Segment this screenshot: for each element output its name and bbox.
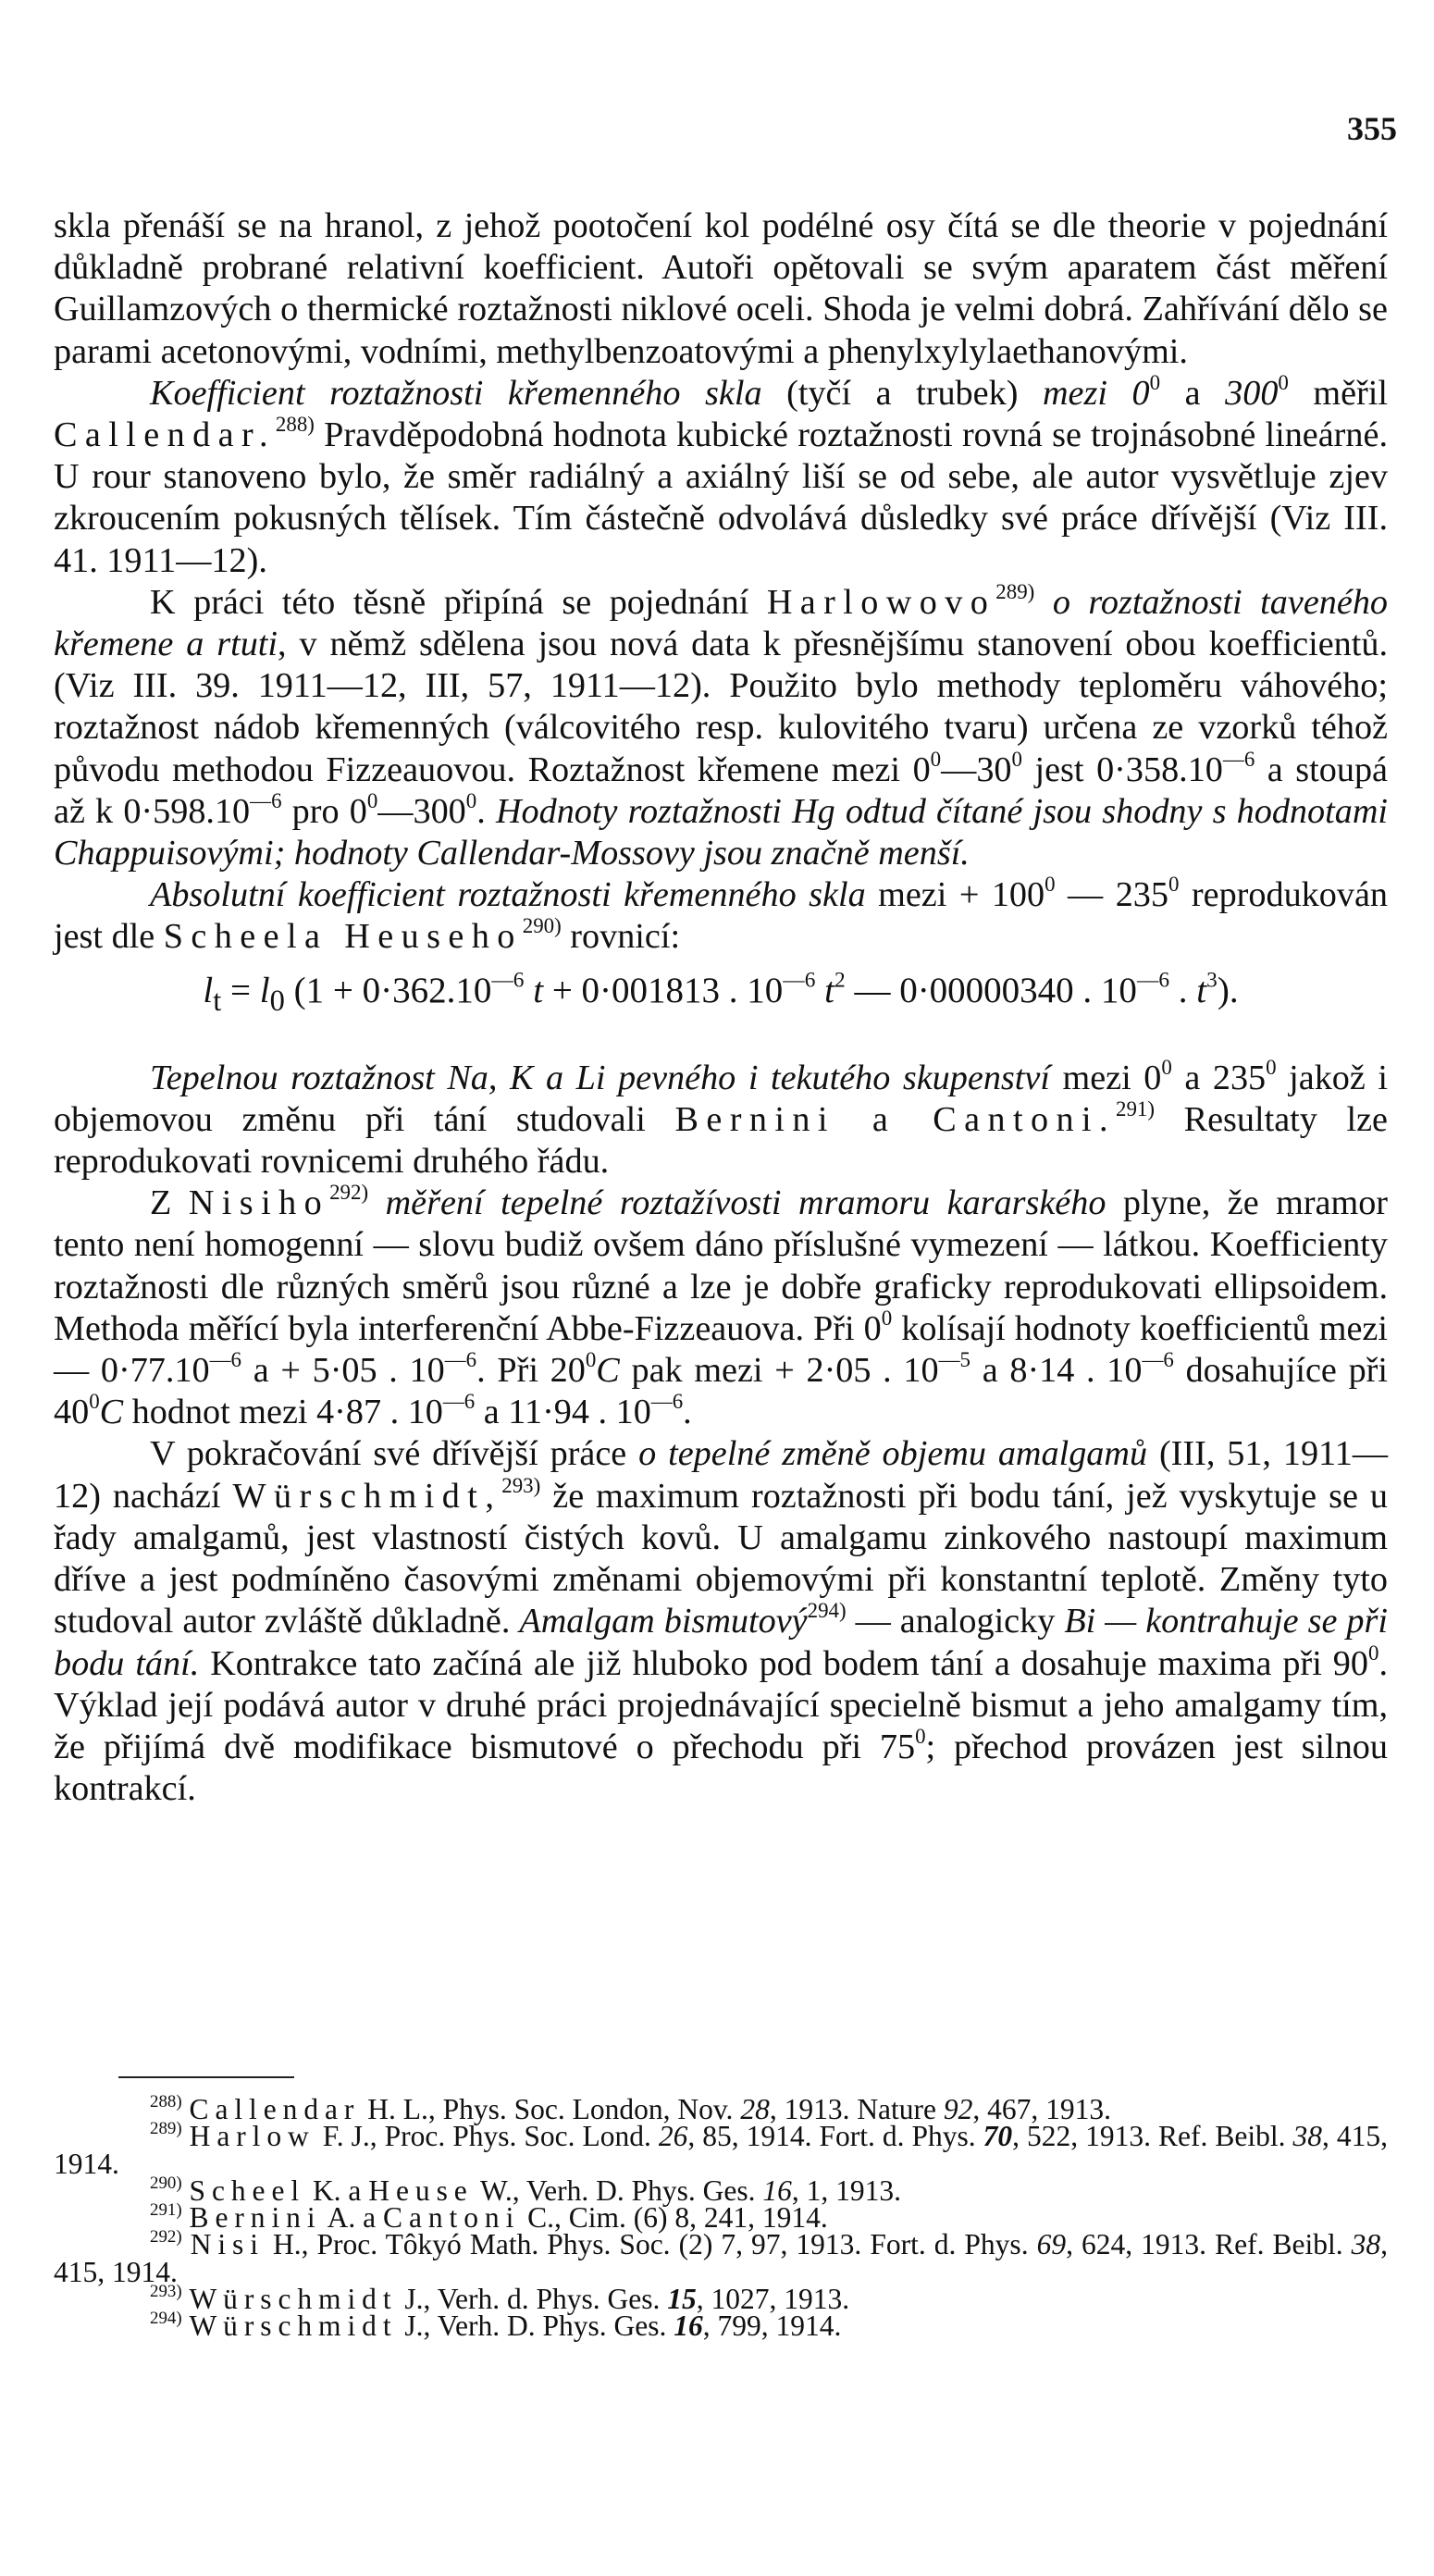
text-run [182,2228,191,2260]
text-run [182,2120,190,2152]
text-run: 288) [275,412,315,436]
text-run: a + 5·05 . 10 [241,1351,445,1391]
text-run: Hodnoty roztažnosti Hg odtud čítané jsou shodny s hodnotami Chappuisovými; hodnoty Callendar-Mossovy jsou značně menší. [54,791,1389,873]
text-run: a 235 [1171,1058,1267,1097]
text-run: , 467, 1913. [972,2093,1112,2125]
text-run: o roztažnosti taveného křemene a rtuti [54,582,1389,664]
paragraph [54,370,1389,582]
text-run: Tepelnou roztažnost Na, K a Li pevného i tekutého skupenství [150,1058,1050,1097]
text-run: 16 [674,2310,703,2343]
text-run: 293) [501,1473,541,1497]
text-run [368,1183,385,1222]
text-run: Bernini a Cantoni. [674,1099,1116,1139]
main-text [54,205,1388,1810]
text-run: Würschmidt [189,2310,398,2343]
text-run: jest 0·358.10 [1021,749,1223,789]
text-run: —6 [1136,968,1170,993]
text-run: 0 [1011,747,1022,771]
text-run: měřil [1288,373,1389,413]
text-run: 38 [1292,2120,1322,2153]
text-run: —300 [377,791,466,831]
text-run: —6 [250,788,282,812]
text-run: 288) [150,2091,182,2112]
text-run: 0 [366,788,378,812]
text-run: 28 [740,2093,770,2125]
text-run: , 522, 1913. Ref. Beibl. [1012,2120,1293,2153]
text-run: 0 [1368,1641,1379,1665]
text-run: W., Verh. D. Phys. Ges. [473,2174,763,2207]
text-run: , 624, 1913. Ref. Beibl. [1066,2228,1352,2261]
text-run: měření tepelné roztažívosti mramoru kararského [385,1183,1106,1223]
text-run: , 1027, 1913. [696,2283,850,2316]
text-run: K práci této těsně připíná se pojednání [150,582,767,622]
text-run: 2 [834,968,846,993]
text-run: skla přenáší se na hranol, z jehož pootočení kol podélné osy čítá se dle theorie v pojednání důkladně probrané relativní koefficient. Autoři opětovali se svým aparatem část měření Guillamzových o thermické roztažnosti niklové oceli. Shoda je velmi dobrá. Zahřívání dělo se parami acetonovými, vodními, methylbenzoatovými a phenylxylylaethanovými. [54,206,1388,371]
text-run: Nisiho [188,1183,330,1223]
text-run: — 235 [1055,875,1168,915]
text-run: , 1913. Nature [769,2093,944,2125]
text-run: mezi + 100 [865,875,1045,915]
text-run: . [1169,970,1197,1010]
text-run: C., Cim. (6) 8, 241, 1914. [520,2201,828,2235]
text-run: —6 [444,1348,477,1372]
text-run: 0 [1149,370,1161,394]
text-run: ). [1217,970,1239,1010]
text-run: , v němž sdělena jsou nová data k přesnějšímu stanovení obou koefficientů. (Viz III. 39. 1911—12, III, 57, 1911—12). Použito bylo methody teploměru váhového; roztažnost nádob křemenných (válcovitého resp. kulovitého tvaru) určena ze vzorků téhož původu methodou Fizzeauovou. Roztažnost křemene mezi 0 [54,625,1388,789]
text-run: t [213,984,222,1018]
footnote [54,2227,1389,2288]
text-run: o tepelné změně objemu amalgamů [638,1434,1148,1474]
text-run: 0 [89,1390,100,1414]
text-run: že maximum roztažnosti při bodu tání, jež vyskytuje se u řady amalgamů, jest vlastností čistých kovů. U amalgamu zinkového nastoupí maximum dříve a jest podmíněno časovými změnami objemovými při konstantní teplotě. Změny tyto studoval autor zvláště důkladně. [54,1476,1389,1641]
text-run: K. a [305,2174,369,2207]
text-run: 0 [1045,873,1056,897]
text-run: —30 [941,749,1012,789]
text-run: a 8·14 . 10 [970,1351,1143,1391]
text-run: . Výklad její podává autor v druhé práci projednávající specielně bismut a jeho amalgamy tím, že přijímá dvě modifikace bismutové o přechodu při 75 [54,1643,1388,1766]
text-run: hodnot mezi 4·87 . 10 [123,1393,443,1432]
text-run: 38 [1351,2228,1381,2261]
text-run: Kontrakce tato začíná ale již hluboko pod bodem tání a dosahuje maxima při 90 [199,1643,1368,1683]
text-run: 291) [1115,1096,1155,1121]
text-run: Harlow [189,2120,315,2153]
text-run: 0 [1161,1055,1172,1079]
text-run: —6 [650,1390,684,1414]
text-run: jakož i objemovou změnu při tání studovali [54,1058,1388,1139]
text-run: Scheel [189,2174,306,2207]
paragraph [54,579,1389,874]
text-run: , 799, 1914. [702,2310,842,2343]
text-run: Bernini [189,2201,322,2235]
text-run: Bi — kontrahuje se při bodu tání. [54,1602,1388,1683]
text-run: 289) [995,579,1035,603]
text-run: , 85, 1914. Fort. d. Phys. [687,2120,983,2153]
text-run: Würschmidt, [232,1476,502,1516]
text-run: H. L., Phys. Soc. London, Nov. [360,2093,741,2125]
text-run: (tyčí a trubek) [761,373,1043,413]
text-run: 0 [881,1306,893,1330]
text-run: 3 [1206,968,1218,993]
text-run: Pravděpodobná hodnota kubické roztažnosti rovná se trojnásobné lineárné. U rour stanoveno bylo, že směr radiálný a axiálný liší se od sebe, ale autor vysvětluje zjev zkroucením pokusných tělísek. Tím částečně odvolává důsledky své práce dřívější (Viz III. 41. 1911—12). [54,415,1388,580]
text-run: ; přechod provázen jest silnou kontrakcí. [54,1727,1388,1809]
text-run: — 0·00000340 . 10 [845,970,1137,1010]
text-run: . [683,1393,692,1432]
text-run: rovnicí: [561,917,681,957]
text-run: t [1196,970,1207,1010]
text-run: Callendar. [54,415,276,455]
text-run: kolísají hodnoty koefficientů mezi — 0·77.10 [54,1308,1388,1391]
text-run: 294) [150,2309,182,2329]
text-run: —6 [209,1348,241,1372]
text-run: — analogicky [846,1602,1065,1641]
text-run: 289) [150,2119,182,2139]
text-run [524,971,533,1010]
page-number: 355 [1347,110,1397,147]
text-run: . Při 20 [476,1351,586,1391]
text-run: t [533,970,544,1010]
text-run: 0 [465,788,477,812]
text-run: Harlowovo [766,582,996,622]
text-run: H., Proc. Tôkyó Math. Phys. Soc. (2) 7, 97, 1913. Fort. d. Phys. [264,2228,1037,2261]
text-run: + 0·001813 . 10 [543,970,784,1010]
text-run: 293) [150,2281,182,2301]
paragraph [54,1183,1388,1433]
text-run: 292) [329,1181,369,1205]
text-run: 290) [522,914,562,938]
text-run: a 11·94 . 10 [475,1393,651,1432]
text-run: 92 [943,2093,973,2125]
text-run: Absolutní koefficient roztažnosti křemenného skla [150,875,866,915]
text-run: 15 [667,2283,697,2316]
text-run: 26 [658,2120,688,2153]
text-run: Nisi [190,2228,265,2261]
footnote [54,2173,1388,2207]
footnotes [54,2091,1389,2343]
footnote [54,2281,1388,2316]
text-run: dosahujíce při 40 [54,1351,1388,1432]
text-run: , 415, 1914. [54,2120,1388,2180]
text-run: , 1, 1913. [791,2174,901,2207]
text-run: . [476,791,496,831]
text-run: pro 0 [281,791,367,831]
text-run: a stoupá až k 0·598.10 [54,749,1389,831]
text-run: J., Verh. D. Phys. Ges. [397,2310,674,2343]
footnote-rule [118,2076,294,2078]
text-run: 291) [150,2199,182,2220]
text-run: 16 [762,2174,792,2207]
text-run: mezi 0 [1042,373,1150,413]
text-run: plyne, že mramor tento není homogenní — slovu budiž ovšem dáno příslušné vymezení — látkou. Koefficienty roztažnosti dle různých směrů jsou různé a lze je dobře graficky reprodukovati ellipsoidem. Methoda měřící byla interferenční Abbe-Fizzeauova. Při 0 [54,1183,1389,1348]
text-run [1034,583,1053,622]
text-run: 300 [1225,373,1279,413]
text-run: 0 [1278,370,1289,394]
text-run: —6 [1222,747,1255,771]
text-run: 0 [915,1724,926,1748]
text-run: 70 [983,2120,1013,2153]
text-run: pak mezi + 2·05 . 10 [619,1351,939,1391]
text-run: l [203,970,214,1010]
text-run: —6 [783,968,816,993]
paragraph [54,205,1388,373]
text-run: —6 [442,1390,476,1414]
text-run: Amalgam bismutový [519,1602,808,1641]
text-run: 0 [1168,873,1180,897]
text-run [815,971,824,1010]
text-run: Würschmidt [189,2283,398,2316]
text-run: , 415, 1914. [54,2228,1389,2288]
text-run: = [221,970,260,1010]
text-run: A. a [321,2201,384,2235]
text-run: —5 [938,1348,970,1372]
text-run: Scheela Heuseho [163,917,523,957]
text-run: C [596,1351,620,1391]
text-run: 0 [269,984,285,1018]
text-run: —6 [1142,1348,1174,1372]
text-run: Callendar [189,2093,361,2125]
text-run: F. J., Proc. Phys. Soc. Lond. [315,2120,659,2153]
equation [54,970,1388,1022]
text-run [182,2310,190,2342]
footnote [54,2119,1388,2180]
text-run: C [99,1393,124,1432]
text-run: 0 [585,1348,597,1372]
text-run: Koefficient roztažnosti křemenného skla [150,373,762,413]
paragraph [54,1055,1389,1183]
text-run: Z [150,1183,189,1223]
text-run: Heuse [368,2174,474,2207]
text-run: reprodukován jest dle [54,875,1389,957]
text-run: 0 [1266,1055,1277,1079]
text-run: Resultaty lze reprodukovati rovnicemi druhého řádu. [54,1099,1389,1182]
text-run: 292) [150,2227,182,2248]
text-run: —6 [491,968,525,993]
paragraph [54,874,1388,958]
paragraph [54,1433,1388,1810]
footnote [54,2309,1388,2343]
text-run: 294) [807,1599,847,1623]
text-run: J., Verh. d. Phys. Ges. [397,2283,668,2316]
text-run: (1 + 0·362.10 [284,970,492,1010]
text-run: 290) [150,2173,182,2193]
text-run: l [259,970,270,1010]
text-run: (III, 51, 1911—12) nachází [54,1434,1389,1516]
text-run: mezi 0 [1049,1058,1162,1097]
footnote [54,2091,1388,2125]
text-run: 0 [930,747,942,771]
text-run: a [1160,373,1226,413]
text-run: 69 [1036,2228,1067,2261]
text-run: t [824,970,834,1010]
text-run: V pokračování své dřívější práce [150,1434,639,1474]
text-run: Cantoni [383,2201,521,2235]
